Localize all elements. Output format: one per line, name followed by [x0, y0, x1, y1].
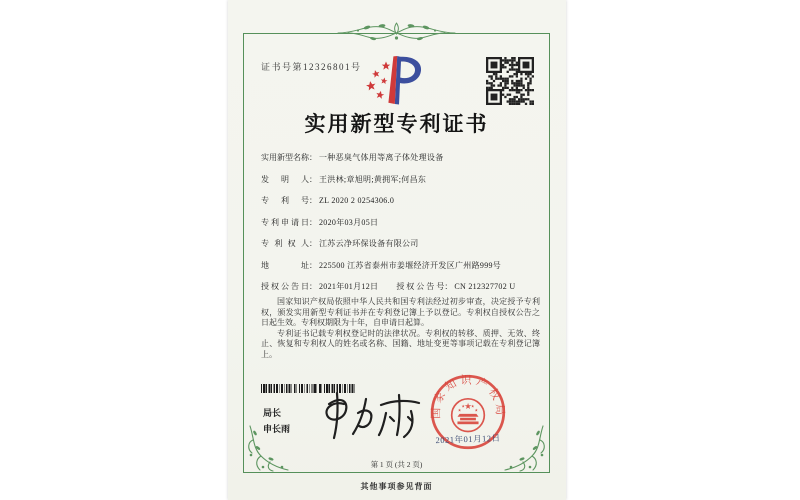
legal-paragraph-1: 国家知识产权局依照中华人民共和国专利法经过初步审查，决定授予专利权，颁发实用新型专利证书并在专利登记簿上予以登记。专利权自授权公告之日起生效。专利权期限为十年，自申请日起算。 — [261, 297, 540, 327]
svg-text:★: ★ — [461, 403, 466, 409]
grant-date-value: 2021年01月12日 — [319, 282, 379, 291]
page-number: 第 1 页 (共 2 页) — [370, 460, 423, 469]
svg-text:★: ★ — [474, 407, 479, 413]
field-colon: ： — [309, 174, 317, 184]
field-colon: ： — [309, 153, 317, 162]
legal-text — [261, 297, 540, 360]
patent-fields — [261, 152, 544, 303]
back-note: 其他事项参见背面 — [360, 482, 433, 491]
field-value: 一种恶臭气体用等离子体处理设备 — [319, 153, 444, 162]
field-colon: ： — [309, 217, 317, 227]
field-label: 专利号 — [261, 196, 309, 205]
svg-text:★: ★ — [470, 403, 475, 409]
field-label: 实用新型名称 — [261, 153, 309, 162]
certificate-number: 证书号第12326801号 — [261, 62, 362, 72]
field-label: 发明人 — [261, 174, 309, 184]
svg-text:★: ★ — [464, 400, 472, 411]
field-colon: ： — [309, 196, 317, 205]
national-emblem-icon — [452, 399, 485, 432]
field-row — [261, 174, 544, 196]
qr-code — [486, 57, 534, 105]
field-label: 专利申请日 — [261, 217, 309, 227]
grant-number-value: CN 212327702 U — [454, 282, 516, 291]
grant-date-label: 授权公告日 — [261, 282, 309, 291]
field-row — [261, 238, 544, 260]
director-signature-icon — [313, 388, 428, 446]
field-colon: ： — [444, 282, 453, 291]
top-flourish-icon — [336, 20, 457, 46]
certificate-title: 实用新型专利证书 — [304, 112, 489, 136]
field-value: 江苏云净环保设备有限公司 — [319, 239, 419, 248]
svg-text:★: ★ — [457, 407, 462, 413]
field-colon: ： — [309, 239, 317, 248]
field-label: 地址 — [261, 260, 309, 270]
cnipa-logo-icon — [366, 54, 424, 107]
signer-title: 局长 — [263, 408, 282, 418]
seal-arc-text: 国家知识产权局 — [430, 374, 506, 419]
signer-name: 申长雨 — [263, 424, 291, 434]
field-value: 225500 江苏省泰州市姜堰经济开发区广州路999号 — [319, 260, 502, 270]
field-row — [261, 152, 544, 174]
seal-date: 2021年01月12日 — [435, 432, 501, 446]
field-colon: ： — [309, 260, 317, 270]
grant-number-label: 授权公告号 — [396, 282, 445, 291]
field-value: ZL 2020 2 0254306.0 — [319, 196, 395, 205]
legal-paragraph-2: 专利证书记载专利权登记时的法律状况。专利权的转移、质押、无效、终止、恢复和专利权人的姓名或名称、国籍、地址变更等事项记载在专利登记簿上。 — [261, 328, 540, 359]
signer-block — [263, 405, 290, 437]
field-colon: ： — [309, 282, 317, 291]
field-row — [261, 195, 544, 217]
field-label: 专利权人 — [261, 239, 309, 248]
field-row — [261, 217, 544, 239]
certificate-paper — [228, 0, 566, 500]
field-value: 王洪林;章旭明;黄拥军;何昌东 — [319, 174, 427, 184]
svg-text:国家知识产权局 — [429, 374, 506, 419]
field-value: 2020年03月05日 — [319, 217, 379, 227]
field-row — [261, 260, 544, 282]
